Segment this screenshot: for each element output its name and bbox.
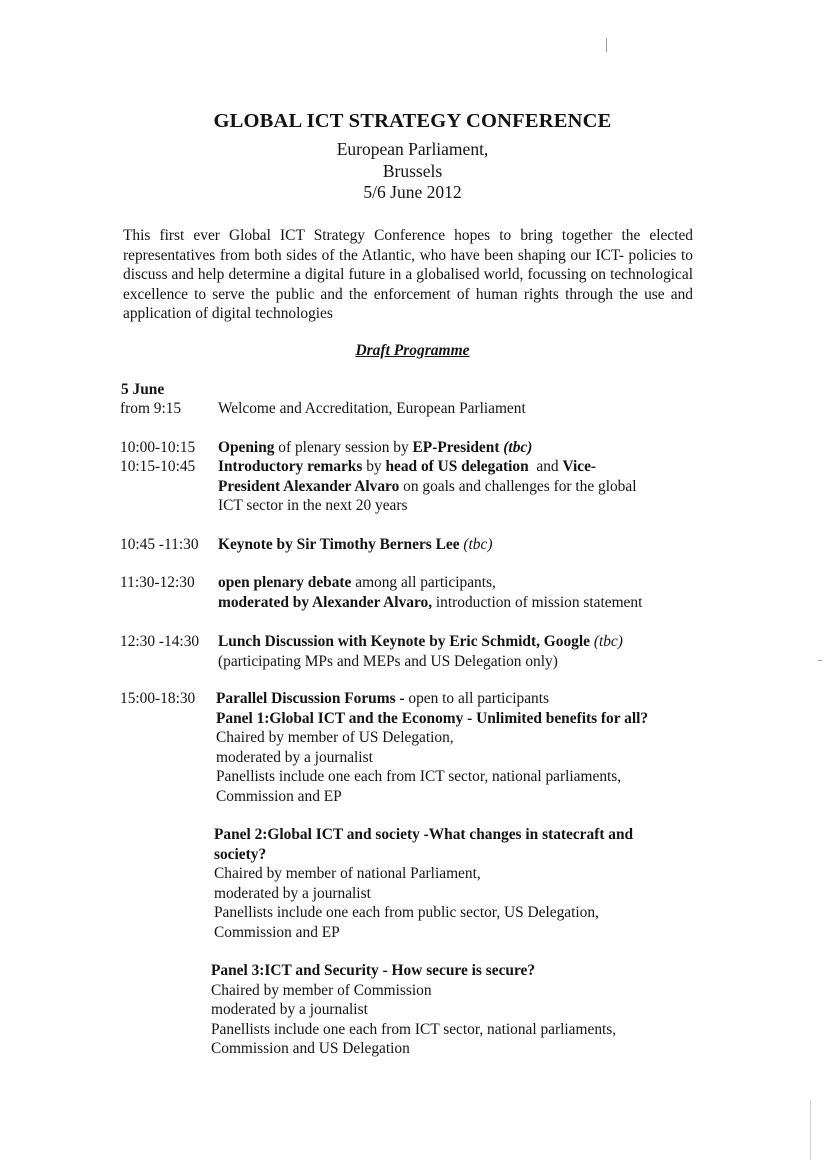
session-bold: Lunch Discussion with Keynote by Eric Schmidt, Google: [218, 633, 590, 650]
tbc-note: (tbc): [499, 439, 533, 456]
time-slot: 15:00-18:30: [120, 690, 196, 707]
panel-line: Commission and EP: [216, 787, 342, 805]
time-slot: 10:00-10:15: [120, 439, 196, 456]
panel-line: Chaired by member of US Delegation,: [216, 729, 454, 747]
intro-line: policies to discuss and help determine a digital future in a globalised world, focussing: [123, 246, 693, 283]
session-bold: Vice-: [562, 458, 597, 475]
panel-title: Panel 1:Global ICT and the Economy - Unlimited benefits for all?: [216, 709, 649, 727]
session-description: [218, 632, 688, 671]
tbc-note: (tbc): [459, 536, 493, 553]
session-description: [218, 535, 688, 555]
panel-2: [214, 825, 694, 943]
session-bold: EP-President: [412, 439, 500, 456]
conference-title: GLOBAL ICT STRATEGY CONFERENCE: [213, 110, 612, 132]
intro-line: through the use and application of digital technologies: [123, 285, 693, 322]
panel-line: moderated by a journalist: [216, 748, 373, 766]
time-slot: 12:30 -14:30: [120, 633, 200, 650]
scan-mark: [818, 660, 822, 661]
panel-title: Panel 3:ICT and Security - How secure is secure?: [211, 962, 536, 979]
time-slot: 11:30-12:30: [120, 574, 195, 591]
session-bold: head of US delegation: [385, 458, 529, 475]
session-text: among all participants,: [351, 574, 496, 591]
date-line: 5/6 June 2012: [363, 182, 462, 202]
session-bold: President Alexander Alvaro: [218, 477, 400, 495]
session-bold: moderated by Alexander Alvaro,: [218, 593, 433, 611]
panel-line: moderated by a journalist: [214, 884, 371, 902]
scan-mark: [606, 38, 607, 52]
session-text: by: [362, 458, 386, 475]
session-bold: Parallel Discussion Forums -: [216, 690, 405, 707]
session-description: [218, 457, 688, 516]
panel-title: society?: [214, 845, 267, 863]
session-description: [218, 438, 688, 458]
session-text: open to all participants: [404, 690, 549, 707]
session-bold: open plenary debate: [218, 574, 352, 591]
city-line: Brussels: [382, 161, 443, 181]
session-description: [218, 573, 688, 612]
panel-line: Panellists include one each from public sector, US Delegation,: [214, 904, 599, 922]
panel-line: Panellists include one each from ICT sector, national parliaments,: [211, 1020, 617, 1038]
panel-line: moderated by a journalist: [211, 1001, 368, 1019]
intro-line: representatives from both sides of the Atlantic, who have been shaping our ICT-: [123, 246, 624, 264]
panel-line: Panellists include one each from ICT sector, national parliaments,: [216, 768, 622, 786]
intro-paragraph: [123, 226, 693, 324]
session-text: and: [528, 458, 563, 475]
session-text: introduction of mission statement: [432, 593, 643, 611]
time-slot: 10:15-10:45: [120, 458, 196, 475]
session-bold: Opening: [218, 439, 275, 456]
time-slot: from 9:15: [120, 400, 182, 417]
intro-line: on technological excellence to serve the public and the enforcement of human rights: [123, 266, 693, 303]
programme-heading: Draft Programme: [355, 342, 470, 359]
scan-mark: [810, 1100, 811, 1160]
panel-title: Panel 2:Global ICT and society -What changes in statecraft and: [214, 826, 634, 843]
panel-line: Chaired by member of national Parliament,: [214, 865, 481, 883]
session-description: [218, 399, 688, 419]
panel-line: Commission and US Delegation: [211, 1040, 410, 1058]
intro-line: This first ever Global ICT Strategy Conference hopes to bring together the elected: [123, 227, 693, 244]
session-text: (participating MPs and MEPs and US Delegation only): [218, 652, 558, 670]
session-description: [216, 689, 686, 807]
day-heading: 5 June: [121, 381, 165, 398]
session-bold: Introductory remarks: [218, 458, 363, 475]
panel-line: Commission and EP: [214, 923, 340, 941]
panel-line: Chaired by member of Commission: [211, 981, 432, 999]
session-text: of plenary session by: [274, 439, 413, 456]
session-text: on goals and challenges for the global: [399, 477, 637, 495]
panel-3: [211, 961, 691, 1059]
venue-line: European Parliament,: [336, 139, 489, 159]
time-slot: 10:45 -11:30: [120, 536, 199, 553]
session-text: ICT sector in the next 20 years: [218, 497, 408, 515]
session-text: Welcome and Accreditation, European Parliament: [218, 400, 526, 417]
session-bold: Keynote by Sir Timothy Berners Lee: [218, 536, 460, 553]
tbc-note: (tbc): [589, 633, 623, 650]
